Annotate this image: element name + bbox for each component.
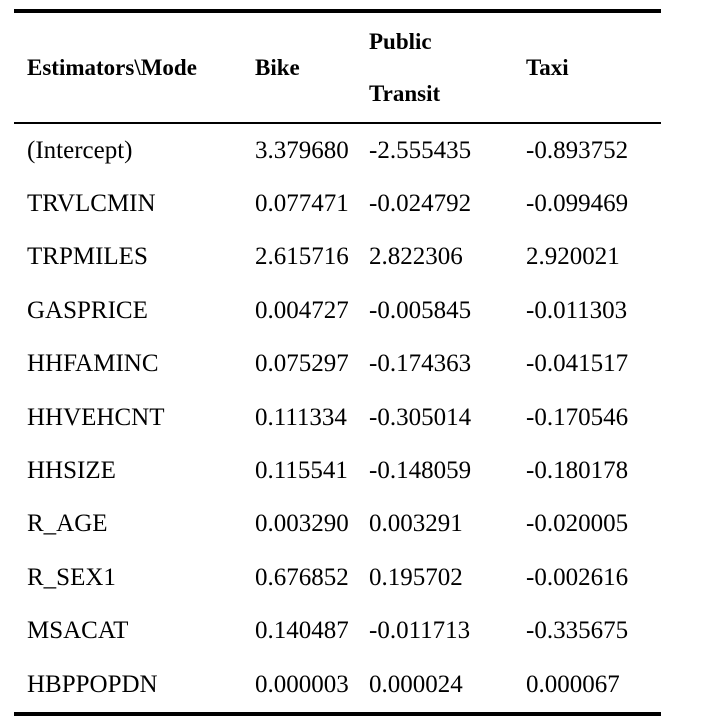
row-label: TRPMILES: [27, 243, 148, 271]
header-bike: Bike: [255, 54, 300, 80]
table-row: [14, 605, 661, 658]
header-public-line1: Public: [369, 28, 432, 54]
bike-value: 0.004727: [255, 296, 349, 324]
row-label: HHSIZE: [27, 457, 116, 485]
table-row: [14, 284, 661, 337]
table-row: [14, 124, 661, 177]
taxi-value: -0.041517: [526, 350, 629, 378]
public-transit-value: -0.148059: [369, 457, 472, 485]
taxi-value: -0.170546: [526, 403, 629, 431]
row-label: (Intercept): [27, 136, 133, 164]
row-label: GASPRICE: [27, 296, 148, 324]
public-transit-value: 0.000024: [369, 670, 463, 698]
bike-value: 0.676852: [255, 563, 349, 591]
public-transit-value: -0.024792: [369, 190, 472, 218]
taxi-value: 2.920021: [526, 243, 620, 271]
taxi-value: -0.020005: [526, 510, 629, 538]
bike-value: 0.003290: [255, 510, 349, 538]
bike-value: 0.000003: [255, 670, 349, 698]
coefficient-table-container: [14, 9, 661, 716]
public-transit-value: -0.005845: [369, 296, 472, 324]
taxi-value: -0.335675: [526, 617, 629, 645]
taxi-value: 0.000067: [526, 670, 620, 698]
bike-value: 0.115541: [255, 457, 348, 485]
row-label: HHFAMINC: [27, 350, 159, 378]
taxi-value: -0.011303: [526, 296, 628, 324]
row-label: R_AGE: [27, 510, 108, 538]
table-row: [14, 551, 661, 604]
taxi-value: -0.180178: [526, 457, 629, 485]
row-label: HHVEHCNT: [27, 403, 165, 431]
bike-value: 0.140487: [255, 617, 349, 645]
row-label: HBPPOPDN: [27, 670, 158, 698]
public-transit-value: 0.195702: [369, 563, 463, 591]
public-transit-value: -0.011713: [369, 617, 471, 645]
public-transit-value: -2.555435: [369, 136, 472, 164]
table-row: [14, 177, 661, 230]
table-row: [14, 391, 661, 444]
table-row: [14, 231, 661, 284]
header-taxi: Taxi: [526, 54, 569, 80]
coefficient-table: [14, 13, 661, 122]
header-public-line2: Transit: [369, 80, 441, 106]
table-row: [14, 338, 661, 391]
public-transit-value: -0.305014: [369, 403, 472, 431]
bike-value: 0.077471: [255, 190, 349, 218]
table-row: [14, 498, 661, 551]
header-row: [14, 13, 661, 122]
bike-value: 0.075297: [255, 350, 349, 378]
bottom-rule: [14, 712, 661, 716]
row-label: R_SEX1: [27, 563, 116, 591]
taxi-value: -0.099469: [526, 190, 629, 218]
bike-value: 0.111334: [255, 403, 347, 431]
taxi-value: -0.002616: [526, 563, 629, 591]
row-label: MSACAT: [27, 617, 129, 645]
public-transit-value: 0.003291: [369, 510, 463, 538]
header-public-transit: [369, 13, 514, 122]
bike-value: 2.615716: [255, 243, 349, 271]
header-estimators-mode: Estimators\Mode: [27, 54, 197, 80]
taxi-value: -0.893752: [526, 136, 629, 164]
bike-value: 3.379680: [255, 136, 349, 164]
table-row: [14, 658, 661, 711]
public-transit-value: -0.174363: [369, 350, 472, 378]
row-label: TRVLCMIN: [27, 190, 156, 218]
table-row: [14, 444, 661, 497]
coefficient-table-body: [14, 124, 661, 711]
public-transit-value: 2.822306: [369, 243, 463, 271]
